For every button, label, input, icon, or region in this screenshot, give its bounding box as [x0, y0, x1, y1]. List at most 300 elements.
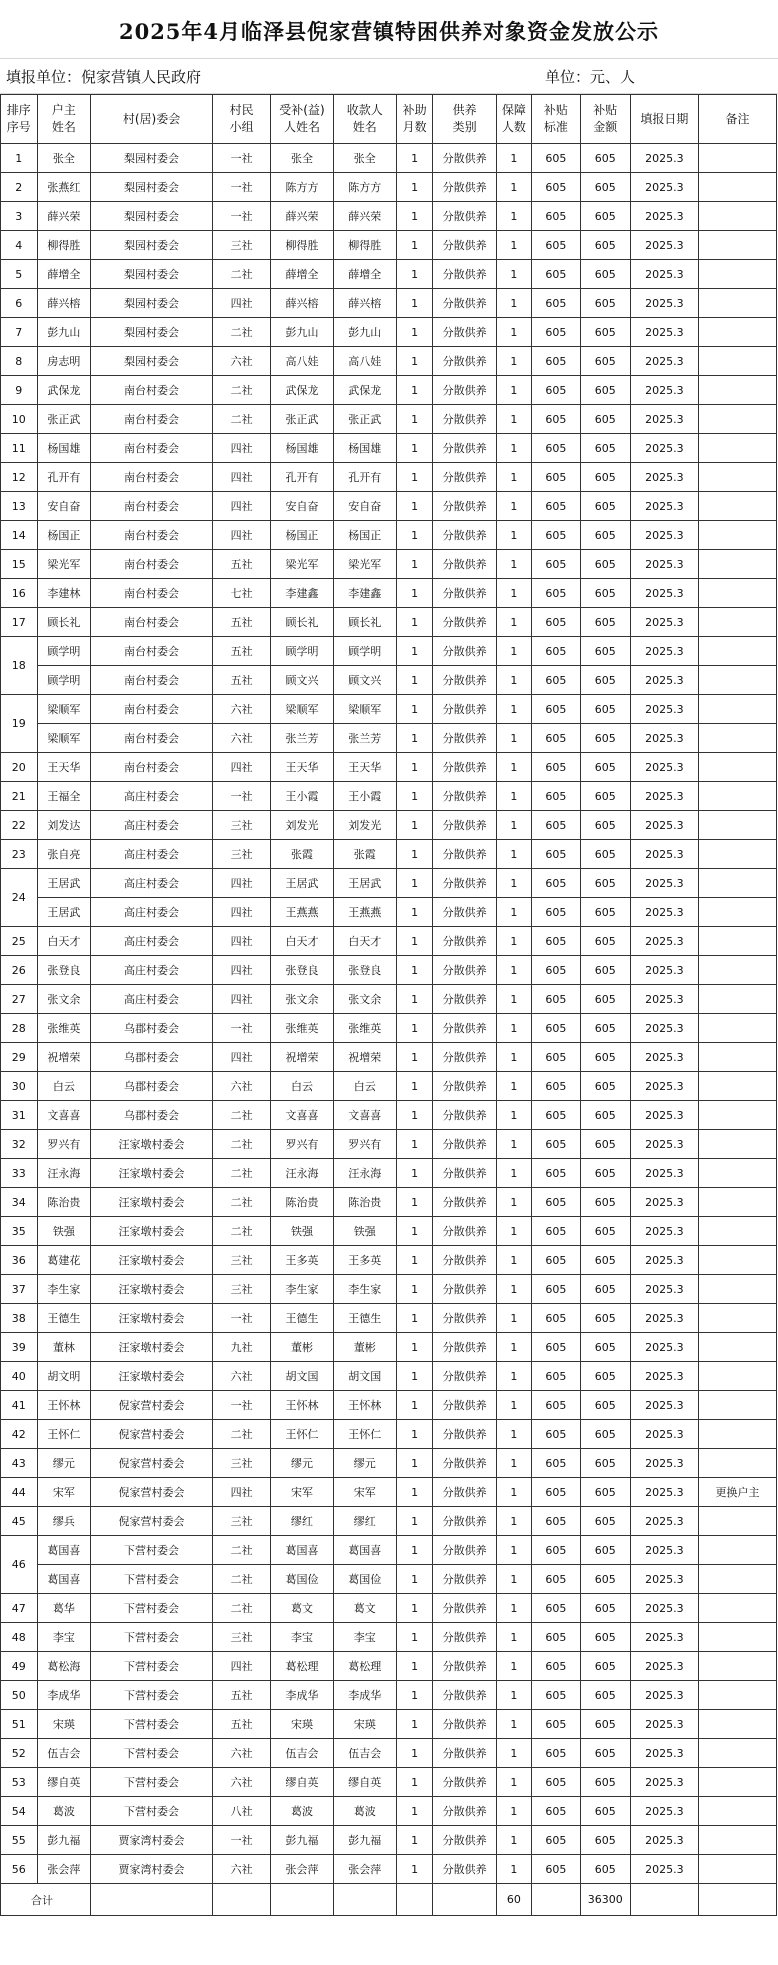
standard: 605 [532, 1565, 581, 1594]
household-head: 王天华 [37, 753, 91, 782]
months: 1 [396, 1275, 433, 1304]
standard: 605 [532, 1652, 581, 1681]
beneficiary: 白云 [271, 1072, 333, 1101]
village-group: 二社 [212, 1217, 270, 1246]
household-head: 白天才 [37, 927, 91, 956]
village-group: 八社 [212, 1797, 270, 1826]
remark [698, 898, 776, 927]
remark [698, 492, 776, 521]
amount: 605 [580, 1710, 630, 1739]
village-committee: 梨园村委会 [91, 231, 213, 260]
household-head: 李成华 [37, 1681, 91, 1710]
standard: 605 [532, 1768, 581, 1797]
household-head: 胡文明 [37, 1362, 91, 1391]
persons: 1 [496, 550, 531, 579]
row-number: 37 [1, 1275, 38, 1304]
household-head: 张正武 [37, 405, 91, 434]
report-date: 2025.3 [630, 347, 698, 376]
household-head: 张维英 [37, 1014, 91, 1043]
beneficiary: 陈方方 [271, 173, 333, 202]
beneficiary: 张会萍 [271, 1855, 333, 1884]
village-committee: 倪家营村委会 [91, 1507, 213, 1536]
table-row [1, 1362, 777, 1391]
village-committee: 乌郡村委会 [91, 1101, 213, 1130]
months: 1 [396, 869, 433, 898]
remark [698, 260, 776, 289]
table-row [1, 1768, 777, 1797]
table-row [1, 1739, 777, 1768]
persons: 1 [496, 260, 531, 289]
standard: 605 [532, 579, 581, 608]
payee: 陈治贵 [333, 1188, 396, 1217]
village-group: 六社 [212, 1768, 270, 1797]
remark [698, 1043, 776, 1072]
persons: 1 [496, 1420, 531, 1449]
support-type: 分散供养 [433, 898, 496, 927]
village-committee: 南台村委会 [91, 492, 213, 521]
table-row [1, 1101, 777, 1130]
amount: 605 [580, 869, 630, 898]
months: 1 [396, 1797, 433, 1826]
amount: 605 [580, 202, 630, 231]
household-head: 薛增全 [37, 260, 91, 289]
household-head: 杨国雄 [37, 434, 91, 463]
beneficiary: 伍吉会 [271, 1739, 333, 1768]
support-type: 分散供养 [433, 1826, 496, 1855]
row-number: 29 [1, 1043, 38, 1072]
remark [698, 724, 776, 753]
payee: 伍吉会 [333, 1739, 396, 1768]
beneficiary: 李建鑫 [271, 579, 333, 608]
household-head: 柳得胜 [37, 231, 91, 260]
report-date: 2025.3 [630, 840, 698, 869]
col-header: 户主 姓名 [37, 95, 91, 144]
standard: 605 [532, 1043, 581, 1072]
support-type: 分散供养 [433, 1420, 496, 1449]
payee: 王天华 [333, 753, 396, 782]
row-number: 17 [1, 608, 38, 637]
col-header: 补贴 金额 [580, 95, 630, 144]
payee: 梁光军 [333, 550, 396, 579]
payee: 张霞 [333, 840, 396, 869]
table-row [1, 1652, 777, 1681]
payee: 缪自英 [333, 1768, 396, 1797]
col-header: 供养 类别 [433, 95, 496, 144]
persons: 1 [496, 1101, 531, 1130]
standard: 605 [532, 1826, 581, 1855]
village-group: 六社 [212, 1739, 270, 1768]
table-row [1, 1217, 777, 1246]
amount: 605 [580, 289, 630, 318]
village-committee: 南台村委会 [91, 405, 213, 434]
payee: 薛增全 [333, 260, 396, 289]
household-head: 刘发达 [37, 811, 91, 840]
village-committee: 南台村委会 [91, 753, 213, 782]
remark [698, 521, 776, 550]
remark [698, 1739, 776, 1768]
beneficiary: 顾文兴 [271, 666, 333, 695]
remark [698, 1391, 776, 1420]
row-number: 5 [1, 260, 38, 289]
report-date: 2025.3 [630, 1594, 698, 1623]
report-date: 2025.3 [630, 144, 698, 173]
household-head: 罗兴有 [37, 1130, 91, 1159]
amount: 605 [580, 318, 630, 347]
household-head: 薛兴榕 [37, 289, 91, 318]
row-number: 21 [1, 782, 38, 811]
remark [698, 1681, 776, 1710]
months: 1 [396, 1072, 433, 1101]
village-group: 六社 [212, 347, 270, 376]
village-committee: 下营村委会 [91, 1536, 213, 1565]
table-row [1, 463, 777, 492]
household-head: 白云 [37, 1072, 91, 1101]
amount: 605 [580, 695, 630, 724]
row-number: 28 [1, 1014, 38, 1043]
beneficiary: 杨国正 [271, 521, 333, 550]
table-row [1, 1188, 777, 1217]
persons: 1 [496, 811, 531, 840]
table-row [1, 985, 777, 1014]
standard: 605 [532, 260, 581, 289]
total-label: 合计 [1, 1884, 91, 1916]
report-date: 2025.3 [630, 695, 698, 724]
payee: 葛国喜 [333, 1536, 396, 1565]
report-date: 2025.3 [630, 1130, 698, 1159]
payee: 薛兴榕 [333, 289, 396, 318]
remark [698, 1217, 776, 1246]
table-row [1, 318, 777, 347]
months: 1 [396, 1159, 433, 1188]
payee: 杨国正 [333, 521, 396, 550]
support-type: 分散供养 [433, 1797, 496, 1826]
payee: 王怀林 [333, 1391, 396, 1420]
village-group: 五社 [212, 608, 270, 637]
amount: 605 [580, 898, 630, 927]
amount: 605 [580, 1275, 630, 1304]
village-group: 四社 [212, 1043, 270, 1072]
standard: 605 [532, 202, 581, 231]
persons: 1 [496, 579, 531, 608]
support-type: 分散供养 [433, 1681, 496, 1710]
table-row [1, 811, 777, 840]
persons: 1 [496, 318, 531, 347]
amount: 605 [580, 724, 630, 753]
standard: 605 [532, 1304, 581, 1333]
persons: 1 [496, 753, 531, 782]
beneficiary: 王怀仁 [271, 1420, 333, 1449]
table-row [1, 173, 777, 202]
support-type: 分散供养 [433, 1739, 496, 1768]
persons: 1 [496, 1130, 531, 1159]
village-committee: 汪家墩村委会 [91, 1159, 213, 1188]
row-number: 38 [1, 1304, 38, 1333]
page-title: 2025年4月临泽县倪家营镇特困供养对象资金发放公示 [118, 19, 660, 44]
report-date: 2025.3 [630, 1797, 698, 1826]
village-group: 三社 [212, 1623, 270, 1652]
persons: 1 [496, 1478, 531, 1507]
table-row [1, 1072, 777, 1101]
payee: 胡文国 [333, 1362, 396, 1391]
village-group: 六社 [212, 695, 270, 724]
report-date: 2025.3 [630, 1275, 698, 1304]
months: 1 [396, 1014, 433, 1043]
village-group: 二社 [212, 376, 270, 405]
support-type: 分散供养 [433, 782, 496, 811]
remark [698, 1652, 776, 1681]
standard: 605 [532, 1710, 581, 1739]
report-date: 2025.3 [630, 289, 698, 318]
household-head: 李建林 [37, 579, 91, 608]
remark [698, 289, 776, 318]
col-header: 填报日期 [630, 95, 698, 144]
total-cell [91, 1884, 213, 1916]
amount: 605 [580, 1855, 630, 1884]
report-date: 2025.3 [630, 608, 698, 637]
persons: 1 [496, 521, 531, 550]
table-row [1, 1826, 777, 1855]
remark [698, 1101, 776, 1130]
col-header: 收款人 姓名 [333, 95, 396, 144]
household-head: 孔开有 [37, 463, 91, 492]
beneficiary: 葛波 [271, 1797, 333, 1826]
remark [698, 1594, 776, 1623]
months: 1 [396, 724, 433, 753]
persons: 1 [496, 1594, 531, 1623]
remark [698, 1507, 776, 1536]
remark [698, 579, 776, 608]
remark [698, 1130, 776, 1159]
total-amount: 36300 [580, 1884, 630, 1916]
report-date: 2025.3 [630, 405, 698, 434]
payee: 宋军 [333, 1478, 396, 1507]
row-number: 26 [1, 956, 38, 985]
household-head: 顾长礼 [37, 608, 91, 637]
payee: 高八娃 [333, 347, 396, 376]
report-date: 2025.3 [630, 1826, 698, 1855]
months: 1 [396, 811, 433, 840]
beneficiary: 安自奋 [271, 492, 333, 521]
persons: 1 [496, 1507, 531, 1536]
payee: 顾文兴 [333, 666, 396, 695]
support-type: 分散供养 [433, 840, 496, 869]
support-type: 分散供养 [433, 202, 496, 231]
standard: 605 [532, 1739, 581, 1768]
months: 1 [396, 985, 433, 1014]
table-row [1, 405, 777, 434]
remark [698, 173, 776, 202]
household-head: 葛国喜 [37, 1536, 91, 1565]
table-row [1, 144, 777, 173]
table-row [1, 521, 777, 550]
household-head: 王怀林 [37, 1391, 91, 1420]
payee: 彭九山 [333, 318, 396, 347]
table-row [1, 608, 777, 637]
standard: 605 [532, 550, 581, 579]
row-number: 35 [1, 1217, 38, 1246]
months: 1 [396, 1507, 433, 1536]
household-head: 王福全 [37, 782, 91, 811]
beneficiary: 文喜喜 [271, 1101, 333, 1130]
payee: 孔开有 [333, 463, 396, 492]
table-row [1, 1014, 777, 1043]
payee: 顾学明 [333, 637, 396, 666]
amount: 605 [580, 1594, 630, 1623]
months: 1 [396, 1652, 433, 1681]
support-type: 分散供养 [433, 1710, 496, 1739]
table-row [1, 550, 777, 579]
beneficiary: 陈治贵 [271, 1188, 333, 1217]
table-row [1, 898, 777, 927]
months: 1 [396, 1710, 433, 1739]
months: 1 [396, 1362, 433, 1391]
beneficiary: 张登良 [271, 956, 333, 985]
persons: 1 [496, 666, 531, 695]
persons: 1 [496, 144, 531, 173]
village-group: 九社 [212, 1333, 270, 1362]
months: 1 [396, 753, 433, 782]
support-type: 分散供养 [433, 1188, 496, 1217]
standard: 605 [532, 695, 581, 724]
beneficiary: 杨国雄 [271, 434, 333, 463]
report-date: 2025.3 [630, 666, 698, 695]
amount: 605 [580, 1101, 630, 1130]
table-row [1, 231, 777, 260]
months: 1 [396, 1478, 433, 1507]
persons: 1 [496, 1681, 531, 1710]
row-number: 52 [1, 1739, 38, 1768]
report-date: 2025.3 [630, 724, 698, 753]
payee: 张会萍 [333, 1855, 396, 1884]
standard: 605 [532, 1275, 581, 1304]
persons: 1 [496, 1304, 531, 1333]
months: 1 [396, 840, 433, 869]
standard: 605 [532, 724, 581, 753]
table-row [1, 1333, 777, 1362]
amount: 605 [580, 1507, 630, 1536]
persons: 1 [496, 1565, 531, 1594]
household-head: 武保龙 [37, 376, 91, 405]
row-number: 47 [1, 1594, 38, 1623]
standard: 605 [532, 811, 581, 840]
months: 1 [396, 1449, 433, 1478]
remark [698, 1855, 776, 1884]
support-type: 分散供养 [433, 1594, 496, 1623]
village-group: 二社 [212, 1130, 270, 1159]
amount: 605 [580, 927, 630, 956]
village-committee: 梨园村委会 [91, 144, 213, 173]
row-number: 32 [1, 1130, 38, 1159]
amount: 605 [580, 376, 630, 405]
standard: 605 [532, 608, 581, 637]
table-body [1, 144, 777, 1884]
row-number: 27 [1, 985, 38, 1014]
village-committee: 南台村委会 [91, 637, 213, 666]
beneficiary: 铁强 [271, 1217, 333, 1246]
table-row [1, 1855, 777, 1884]
report-date: 2025.3 [630, 1710, 698, 1739]
unit-info-bar [0, 58, 778, 94]
remark [698, 434, 776, 463]
payee: 汪永海 [333, 1159, 396, 1188]
row-number: 48 [1, 1623, 38, 1652]
village-group: 二社 [212, 318, 270, 347]
village-committee: 汪家墩村委会 [91, 1217, 213, 1246]
persons: 1 [496, 1536, 531, 1565]
months: 1 [396, 463, 433, 492]
report-date: 2025.3 [630, 231, 698, 260]
remark [698, 144, 776, 173]
months: 1 [396, 1855, 433, 1884]
village-group: 六社 [212, 1072, 270, 1101]
table-row [1, 1797, 777, 1826]
payee: 彭九福 [333, 1826, 396, 1855]
village-committee: 南台村委会 [91, 376, 213, 405]
table-row [1, 1130, 777, 1159]
village-committee: 梨园村委会 [91, 173, 213, 202]
remark [698, 1536, 776, 1565]
table-row [1, 347, 777, 376]
village-group: 一社 [212, 144, 270, 173]
persons: 1 [496, 898, 531, 927]
beneficiary: 孔开有 [271, 463, 333, 492]
village-committee: 南台村委会 [91, 666, 213, 695]
persons: 1 [496, 492, 531, 521]
household-head: 薛兴荣 [37, 202, 91, 231]
standard: 605 [532, 405, 581, 434]
table-row [1, 782, 777, 811]
report-date: 2025.3 [630, 1101, 698, 1130]
col-header: 补贴 标准 [532, 95, 581, 144]
support-type: 分散供养 [433, 869, 496, 898]
row-number: 39 [1, 1333, 38, 1362]
amount: 605 [580, 840, 630, 869]
report-date: 2025.3 [630, 1478, 698, 1507]
household-head: 汪永海 [37, 1159, 91, 1188]
standard: 605 [532, 1478, 581, 1507]
report-date: 2025.3 [630, 1304, 698, 1333]
row-number: 54 [1, 1797, 38, 1826]
standard: 605 [532, 985, 581, 1014]
household-head: 李宝 [37, 1623, 91, 1652]
village-group: 三社 [212, 231, 270, 260]
report-date: 2025.3 [630, 927, 698, 956]
support-type: 分散供养 [433, 434, 496, 463]
beneficiary: 王小霞 [271, 782, 333, 811]
table-row [1, 1565, 777, 1594]
total-cell [271, 1884, 333, 1916]
standard: 605 [532, 637, 581, 666]
report-date: 2025.3 [630, 579, 698, 608]
household-head: 缪兵 [37, 1507, 91, 1536]
months: 1 [396, 347, 433, 376]
beneficiary: 宋军 [271, 1478, 333, 1507]
village-committee: 高庄村委会 [91, 811, 213, 840]
report-date: 2025.3 [630, 1623, 698, 1652]
row-number: 9 [1, 376, 38, 405]
persons: 1 [496, 1768, 531, 1797]
row-number: 44 [1, 1478, 38, 1507]
persons: 1 [496, 1072, 531, 1101]
standard: 605 [532, 1130, 581, 1159]
village-group: 二社 [212, 1420, 270, 1449]
persons: 1 [496, 1043, 531, 1072]
reporting-unit: 填报单位：倪家营镇人民政府 [6, 68, 202, 86]
amount: 605 [580, 1246, 630, 1275]
beneficiary: 刘发光 [271, 811, 333, 840]
amount: 605 [580, 1333, 630, 1362]
months: 1 [396, 550, 433, 579]
